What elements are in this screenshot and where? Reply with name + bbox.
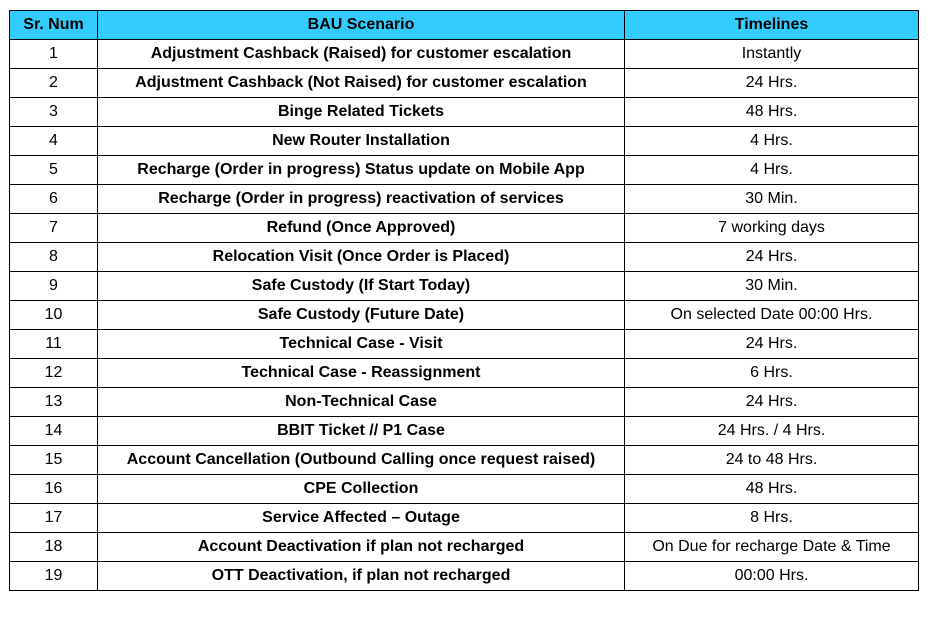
row-sr-num: 5: [10, 156, 98, 185]
row-timeline: 30 Min.: [625, 272, 919, 301]
row-bau-scenario: Technical Case - Visit: [98, 330, 625, 359]
row-timeline: 48 Hrs.: [625, 475, 919, 504]
table-body: [10, 40, 919, 591]
table-row: [10, 127, 919, 156]
table-row: [10, 69, 919, 98]
header-row: [10, 11, 919, 40]
row-timeline: 24 to 48 Hrs.: [625, 446, 919, 475]
row-timeline: 8 Hrs.: [625, 504, 919, 533]
row-bau-scenario: Relocation Visit (Once Order is Placed): [98, 243, 625, 272]
header-sr-num: Sr. Num: [10, 11, 98, 40]
row-sr-num: 7: [10, 214, 98, 243]
row-timeline: 00:00 Hrs.: [625, 562, 919, 591]
row-bau-scenario: Safe Custody (Future Date): [98, 301, 625, 330]
table-row: [10, 156, 919, 185]
row-timeline: On selected Date 00:00 Hrs.: [625, 301, 919, 330]
table-row: [10, 301, 919, 330]
row-bau-scenario: New Router Installation: [98, 127, 625, 156]
row-sr-num: 2: [10, 69, 98, 98]
row-timeline: 7 working days: [625, 214, 919, 243]
row-bau-scenario: Refund (Once Approved): [98, 214, 625, 243]
row-timeline: 24 Hrs.: [625, 388, 919, 417]
header-bau-scenario: BAU Scenario: [98, 11, 625, 40]
row-bau-scenario: Account Cancellation (Outbound Calling once request raised): [98, 446, 625, 475]
table-row: [10, 388, 919, 417]
row-timeline: 24 Hrs.: [625, 243, 919, 272]
row-sr-num: 17: [10, 504, 98, 533]
row-timeline: 24 Hrs.: [625, 69, 919, 98]
row-timeline: 48 Hrs.: [625, 98, 919, 127]
table-row: [10, 214, 919, 243]
row-bau-scenario: Recharge (Order in progress) reactivation of services: [98, 185, 625, 214]
table-row: [10, 475, 919, 504]
row-sr-num: 19: [10, 562, 98, 591]
row-sr-num: 3: [10, 98, 98, 127]
row-bau-scenario: Recharge (Order in progress) Status update on Mobile App: [98, 156, 625, 185]
bau-timelines-table: [9, 10, 919, 591]
table-row: [10, 98, 919, 127]
table-row: [10, 272, 919, 301]
row-sr-num: 18: [10, 533, 98, 562]
row-bau-scenario: Technical Case - Reassignment: [98, 359, 625, 388]
row-timeline: 24 Hrs. / 4 Hrs.: [625, 417, 919, 446]
row-sr-num: 1: [10, 40, 98, 69]
row-bau-scenario: Adjustment Cashback (Not Raised) for customer escalation: [98, 69, 625, 98]
row-bau-scenario: Adjustment Cashback (Raised) for customer escalation: [98, 40, 625, 69]
row-timeline: 30 Min.: [625, 185, 919, 214]
row-timeline: 4 Hrs.: [625, 127, 919, 156]
table-row: [10, 243, 919, 272]
table-row: [10, 185, 919, 214]
row-sr-num: 11: [10, 330, 98, 359]
row-bau-scenario: Safe Custody (If Start Today): [98, 272, 625, 301]
row-bau-scenario: CPE Collection: [98, 475, 625, 504]
row-sr-num: 4: [10, 127, 98, 156]
table-row: [10, 359, 919, 388]
table-row: [10, 330, 919, 359]
table-row: [10, 562, 919, 591]
row-sr-num: 16: [10, 475, 98, 504]
table-header: [10, 11, 919, 40]
row-sr-num: 8: [10, 243, 98, 272]
table-row: [10, 40, 919, 69]
row-timeline: 24 Hrs.: [625, 330, 919, 359]
row-sr-num: 14: [10, 417, 98, 446]
header-timelines: Timelines: [625, 11, 919, 40]
row-bau-scenario: OTT Deactivation, if plan not recharged: [98, 562, 625, 591]
row-sr-num: 6: [10, 185, 98, 214]
row-bau-scenario: Binge Related Tickets: [98, 98, 625, 127]
table-row: [10, 446, 919, 475]
row-bau-scenario: Service Affected – Outage: [98, 504, 625, 533]
row-timeline: On Due for recharge Date & Time: [625, 533, 919, 562]
row-sr-num: 15: [10, 446, 98, 475]
row-bau-scenario: Account Deactivation if plan not recharged: [98, 533, 625, 562]
row-timeline: 6 Hrs.: [625, 359, 919, 388]
row-sr-num: 13: [10, 388, 98, 417]
table-row: [10, 504, 919, 533]
row-timeline: 4 Hrs.: [625, 156, 919, 185]
row-bau-scenario: Non-Technical Case: [98, 388, 625, 417]
row-sr-num: 9: [10, 272, 98, 301]
table-row: [10, 533, 919, 562]
table-row: [10, 417, 919, 446]
row-sr-num: 12: [10, 359, 98, 388]
row-bau-scenario: BBIT Ticket // P1 Case: [98, 417, 625, 446]
row-timeline: Instantly: [625, 40, 919, 69]
row-sr-num: 10: [10, 301, 98, 330]
